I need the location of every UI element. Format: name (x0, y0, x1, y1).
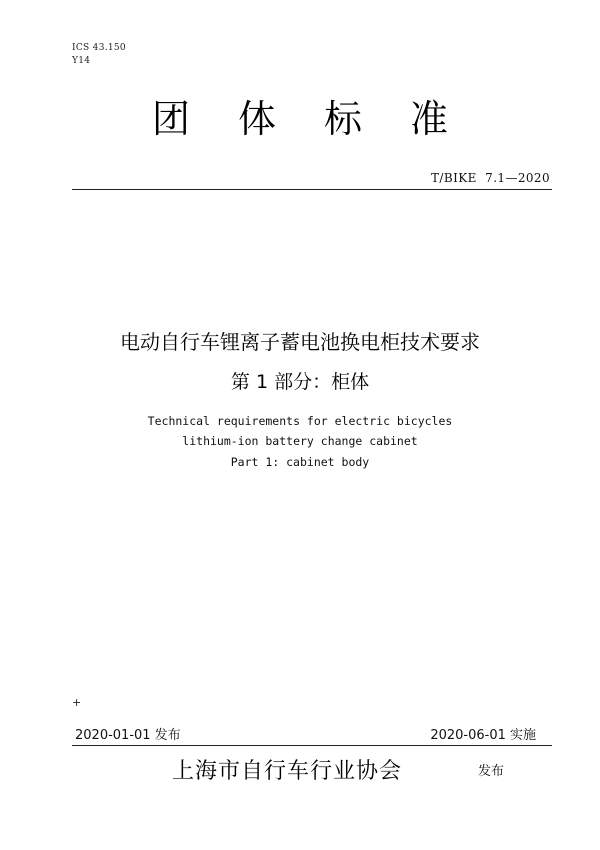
ics-code: ICS 43.150 (72, 43, 126, 53)
implementation-date: 2020-06-01 实施 (430, 728, 536, 743)
plus-mark: + (72, 696, 82, 709)
english-part-title: Part 1: cabinet body (230, 455, 370, 469)
top-divider (72, 189, 552, 190)
publisher-name: 上海市自行车行业协会 (172, 759, 403, 784)
issue-date: 2020-01-01 发布 (75, 728, 181, 743)
standard-code: T/BIKE 7.1—2020 (431, 171, 550, 185)
standard-type-heading: 团体标准 (151, 97, 496, 141)
ccs-code: Y14 (72, 56, 91, 66)
chinese-part-title: 第 1 部分：柜体 (230, 371, 370, 393)
publish-label: 发布 (478, 764, 505, 779)
bottom-divider (72, 745, 552, 746)
chinese-title: 电动自行车锂离子蓄电池换电柜技术要求 (120, 330, 480, 354)
english-title-line-1: Technical requirements for electric bicycles (147, 414, 453, 428)
english-title-line-2: lithium-ion battery change cabinet (182, 434, 418, 448)
